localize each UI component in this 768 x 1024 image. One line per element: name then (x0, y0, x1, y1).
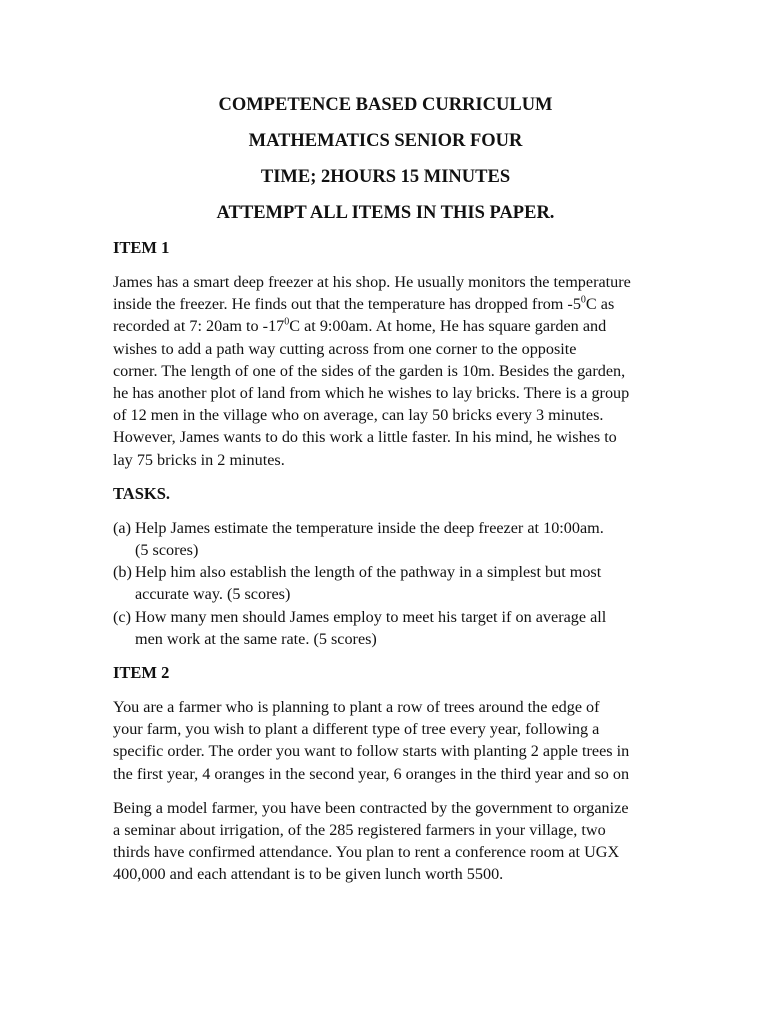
task-text: (5 scores) (135, 541, 199, 560)
item-2-scenario-trees (113, 696, 658, 785)
subject-heading: MATHEMATICS SENIOR FOUR (248, 131, 523, 151)
text-line: corner. The length of one of the sides of the garden is 10m. Besides the garden, (113, 361, 626, 380)
text-line: your farm, you wish to plant a different type of tree every year, following a (113, 720, 600, 739)
task-text: men work at the same rate. (5 scores) (135, 629, 377, 648)
item-1-title: ITEM 1 (113, 238, 170, 257)
task-marker: (c) (113, 607, 131, 626)
task-item-a (113, 517, 658, 561)
text-line: inside the freezer. He finds out that the temperature has dropped from $-5^0C$ as (113, 294, 615, 314)
task-list (113, 517, 658, 650)
task-text: Help him also establish the length of the pathway in a simplest but most (135, 563, 602, 582)
text-line: he has another plot of land from which he wishes to lay bricks. There is a group (113, 384, 630, 403)
task-item-b (113, 561, 658, 605)
curriculum-heading: COMPETENCE BASED CURRICULUM (218, 95, 553, 115)
text-line: of 12 men in the village who on average, can lay 50 bricks every 3 minutes. (113, 406, 604, 425)
text-line: However, James wants to do this work a little faster. In his mind, he wishes to (113, 428, 617, 447)
text-line: specific order. The order you want to follow starts with planting 2 apple trees in (113, 742, 630, 761)
task-item-c (113, 606, 658, 650)
text-line: lay 75 bricks in 2 minutes. (113, 450, 285, 469)
text-line: wishes to add a path way cutting across from one corner to the opposite (113, 339, 577, 358)
task-text: accurate way. (5 scores) (135, 585, 291, 604)
text-line: recorded at 7: 20am to $-17^0C$ at 9:00am. At home, He has square garden and (113, 317, 607, 336)
task-text: How many men should James employ to meet his target if on average all (135, 607, 607, 626)
text-line: 400,000 and each attendant is to be given lunch worth 5500. (113, 865, 504, 884)
tasks-title: TASKS. (113, 483, 171, 503)
task-marker: (a) (113, 518, 131, 537)
task-text: Help James estimate the temperature inside the deep freezer at 10:00am. (135, 518, 604, 537)
text-line: thirds have confirmed attendance. You plan to rent a conference room at UGX (113, 843, 620, 862)
item-2-title: ITEM 2 (113, 663, 170, 683)
item-1-scenario (113, 271, 658, 471)
task-marker: (b) (113, 563, 132, 582)
instruction-heading: ATTEMPT ALL ITEMS IN THIS PAPER. (216, 203, 555, 223)
exam-paper (113, 93, 658, 898)
text-line: the first year, 4 oranges in the second year, 6 oranges in the third year and so on (113, 764, 630, 783)
text-line: Being a model farmer, you have been contracted by the government to organize (113, 798, 629, 817)
item-2-scenario-seminar (113, 797, 658, 886)
time-heading: TIME; 2HOURS 15 MINUTES (260, 167, 511, 187)
text-line: You are a farmer who is planning to plant a row of trees around the edge of (113, 698, 600, 717)
text-line: James has a smart deep freezer at his shop. He usually monitors the temperature (113, 273, 631, 291)
text-line: a seminar about irrigation, of the 285 registered farmers in your village, two (113, 821, 606, 840)
